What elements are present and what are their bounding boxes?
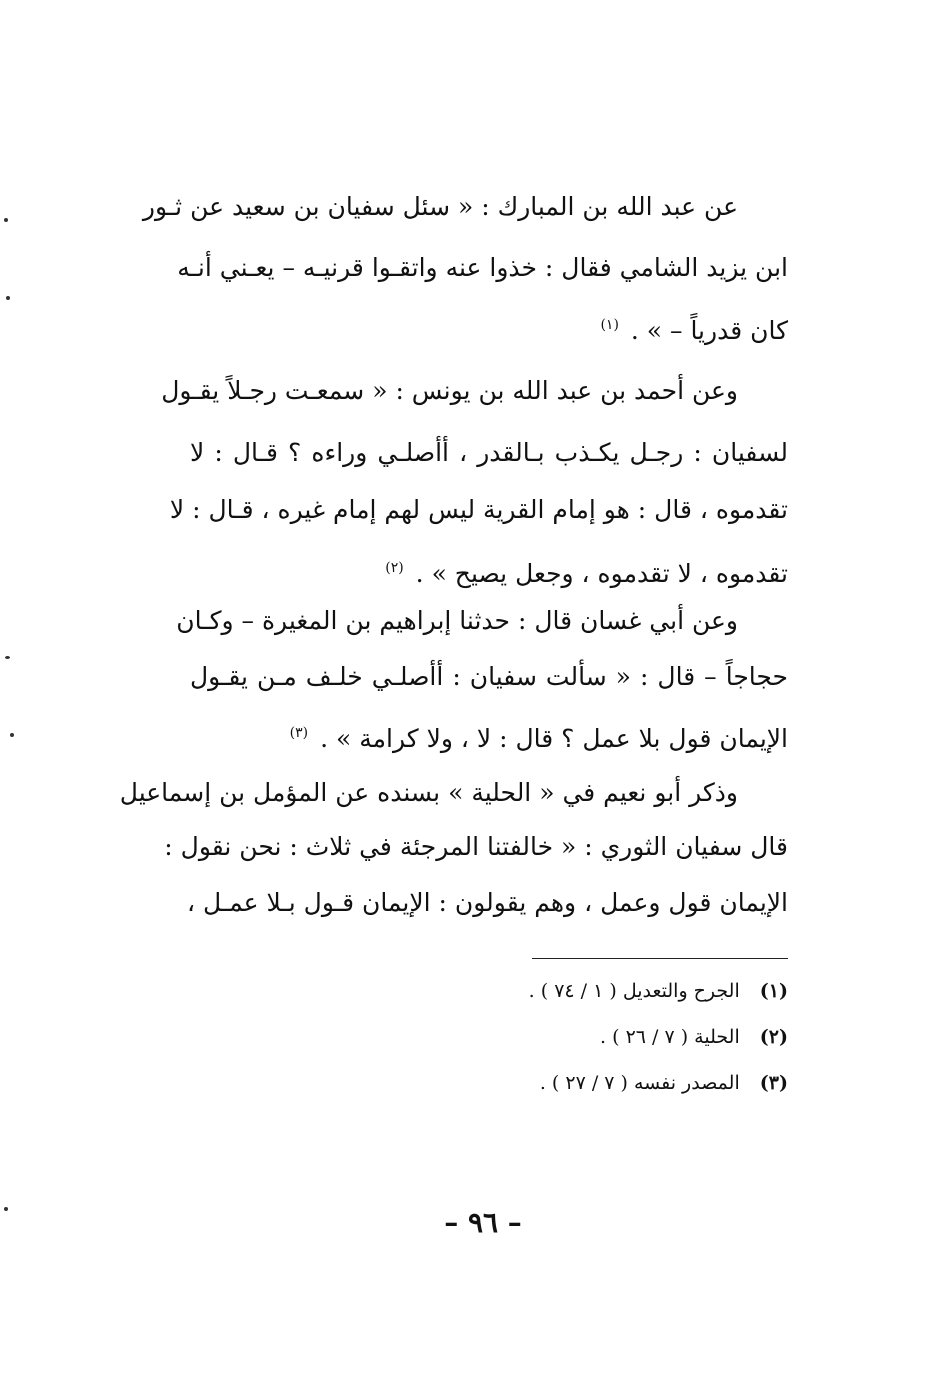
- text-line: تقدموه ، قال : هو إمام القرية ليس لهم إمام غيره ، قـال : لا: [169, 495, 788, 524]
- footnote-text: الحلية ( ٧ / ٢٦ ) .: [600, 1026, 740, 1048]
- text-line: وعن أبي غسان قال : حدثنا إبراهيم بن المغيرة – وكـان: [176, 606, 738, 635]
- footnotes: [268, 968, 788, 1106]
- text-line-content: كان قدرياً – » .: [630, 316, 788, 345]
- text-line: [190, 710, 788, 756]
- text-line: [190, 302, 788, 348]
- scan-speck: [4, 1207, 8, 1211]
- text-line: وذكر أبو نعيم في « الحلية » بسنده عن المؤمل بن إسماعيل: [119, 778, 738, 807]
- text-line: [190, 545, 788, 591]
- footnote-item: [268, 1060, 788, 1106]
- footnote-reference: (١): [600, 317, 619, 333]
- text-line: وعن أحمد بن عبد الله بن يونس : « سمعـت رجـلاً يقـول: [161, 376, 738, 405]
- text-line-content: الإيمان قول بلا عمل ؟ قال : لا ، ولا كرامة » .: [320, 724, 788, 753]
- text-line: الإيمان قول وعمل ، وهم يقولون : الإيمان قـول بـلا عمـل ،: [186, 888, 788, 917]
- text-line: ابن يزيد الشامي فقال : خذوا عنه واتقـوا قرنيـه – يعـني أنـه: [177, 253, 788, 282]
- footnote-reference: (٢): [385, 560, 404, 576]
- page-number: – ٩٦ –: [444, 1206, 522, 1239]
- scan-speck: [10, 733, 14, 737]
- text-line: لسفيان : رجـل يكـذب بـالقدر ، أأصلـي وراءه ؟ قـال : لا: [190, 438, 788, 467]
- footnote-number: (٢): [759, 1026, 788, 1048]
- footnote-reference: (٣): [289, 725, 309, 741]
- footnote-item: [268, 968, 788, 1014]
- footnote-number: (٣): [759, 1072, 788, 1094]
- scan-speck: [6, 296, 10, 300]
- footnote-number: (١): [759, 980, 788, 1002]
- scan-speck: [4, 218, 8, 222]
- text-line: قال سفيان الثوري : « خالفتنا المرجئة في ثلاث : نحن نقول :: [164, 832, 788, 861]
- text-line: عن عبد الله بن المبارك : « سئل سفيان بن سعيد عن ثـور: [142, 192, 738, 221]
- footnote-item: [268, 1014, 788, 1060]
- scan-speck: [5, 656, 10, 659]
- footnote-text: المصدر نفسه ( ٧ / ٢٧ ) .: [539, 1072, 740, 1094]
- text-line-content: تقدموه ، لا تقدموه ، وجعل يصيح » .: [415, 559, 788, 588]
- footnote-text: الجرح والتعديل ( ١ / ٧٤ ) .: [528, 980, 740, 1002]
- text-line: حجاجاً – قال : « سألت سفيان : أأصلـي خلـف مـن يقـول: [190, 662, 788, 691]
- footnote-separator: [532, 958, 788, 959]
